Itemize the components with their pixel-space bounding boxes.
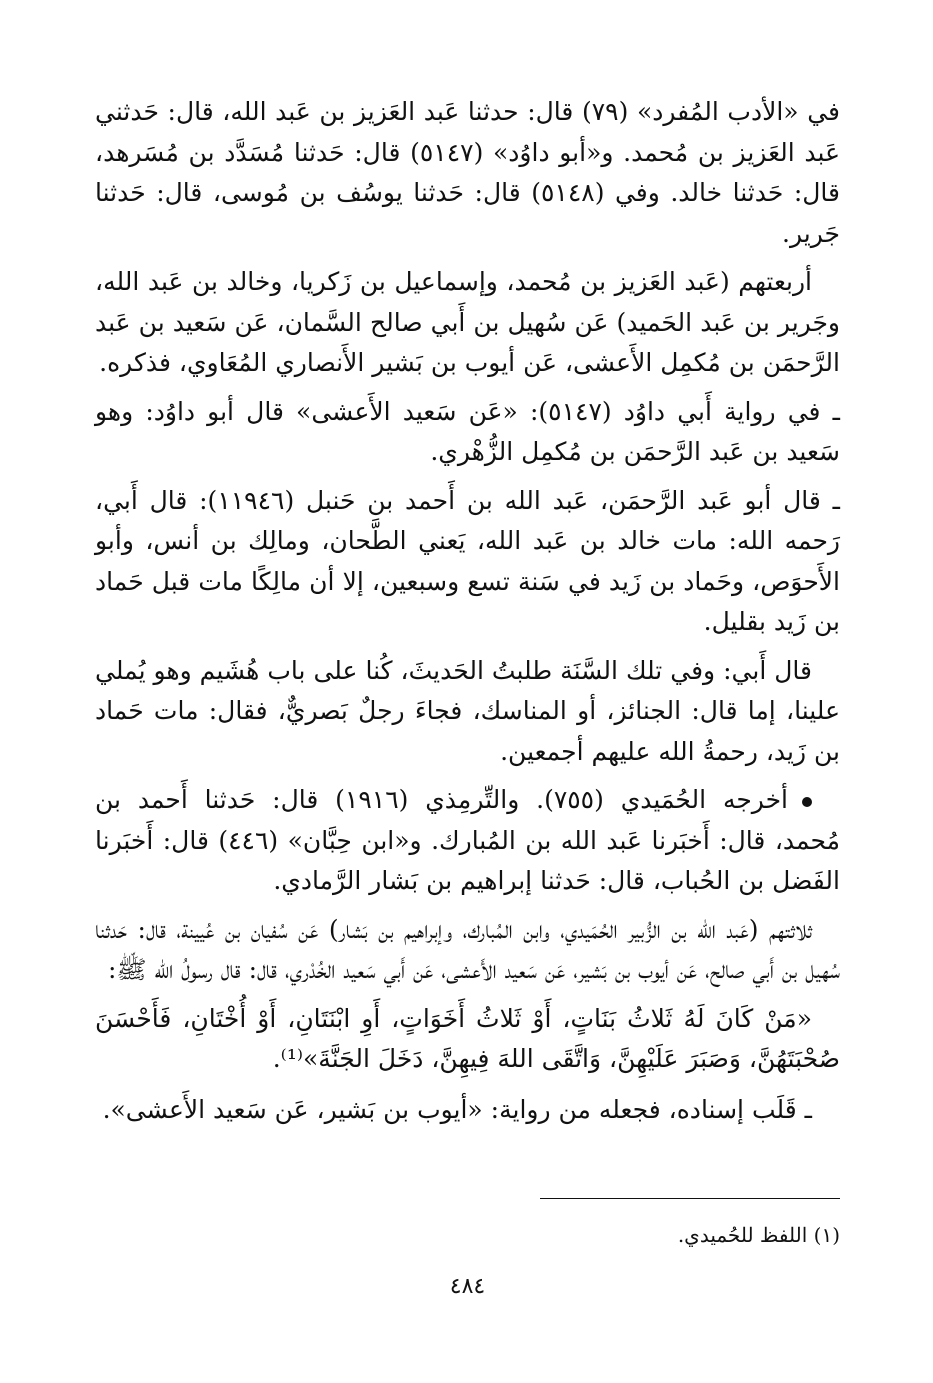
bullet-icon [802,797,812,807]
page-number: ٤٨٤ [449,1274,486,1299]
paragraph-abu-dawud-note: ـ في رواية أَبي داوُد (٥١٤٧): «عَن سَعيد الأَعشى» قال أبو داوُد: وهو سَعيد بن عَبد الرَّحمَن بن مُكمِل الزُّهْري. [95,396,840,466]
paragraph-isnad-four: أربعتهم (عَبد العَزيز بن مُحمد، وإسماعيل بن زَكريا، وخالد بن عَبد الله، وجَرير بن عَبد الحَميد) عَن سُهيل بن أَبي صالح السَّمان، عَن سَعيد بن عَبد الرَّحمَن بن مُكمِل الأَعشى، عَن أيوب بن بَشير الأَنصاري المُعَاوي، فذكره. [95,267,840,377]
paragraph-isnad-three: ثلاثتهم (عَبد الله بن الزُّبير الحُمَيدي، وابن المُبارك، وإبراهيم بن بَشار) عَن سُفيان بن عُيينة، قال: حَدثنا سُهيل بن أَبي صالح، عَن أيوب بن بَشير، عَن سَعيد الأَعشى، عَن أَبي سَعيد الخُدْري، قال: قال رسولُ الله ﷺ: [95,914,840,984]
page-body [95,92,840,1299]
paragraph-takhrij [95,780,840,902]
footnote: (١) اللفظ للحُميدي. [677,1223,840,1247]
paragraph-abdullah-note: ـ قال أبو عَبد الرَّحمَن، عَبد الله بن أَحمد بن حَنبل (١١٩٤٦): قال أَبي، رَحمه الله: مات خالد بن عَبد الله، يَعني الطَّحان، ومالِك بن أنس، وأبو الأَحوَص، وحَماد بن زَيد في سَنة تسع وسبعين، إلا أن مالِكًا مات قبل حَماد بن زَيد بقليل. [95,485,840,636]
hadith-text: «مَنْ كَانَ لَهُ ثَلاثُ بَنَاتٍ، أَوْ ثَلاثُ أَخَوَاتٍ، أَوِ ابْنَتَانِ، أَوْ أُخْتَانِ، فَأَحْسَنَ صُحْبَتَهُنَّ، وَصَبَرَ عَلَيْهِنَّ، وَاتَّقَى اللهَ فِيهِنَّ، دَخَلَ الجَنَّةَ»⁽¹⁾. [95,1003,840,1073]
paragraph-qalb-note: ـ قَلَب إسناده، فجعله من رواية: «أيوب بن بَشير، عَن سَعيد الأَعشى». [102,1094,812,1124]
footnote-divider [540,1198,840,1199]
paragraph-sources: في «الأدب المُفرد» (٧٩) قال: حدثنا عَبد العَزيز بن عَبد الله، قال: حَدثني عَبد العَزيز بن مُحمد. و«أبو داوُد» (٥١٤٧) قال: حَدثنا مُسَدَّد بن مُسَرهد، قال: حَدثنا خالد. وفي (٥١٤٨) قال: حَدثنا يوسُف بن مُوسى، قال: حَدثنا جَرير. [95,97,840,248]
paragraph-takhrij-text: أخرجه الحُمَيدي (٧٥٥). والتِّرمِذي (١٩١٦) قال: حَدثنا أَحمد بن مُحمد، قال: أَخبَرنا عَبد الله بن المُبارك. و«ابن حِبَّان» (٤٤٦) قال: أَخبَرنا الفَضل بن الحُباب، قال: حَدثنا إبراهيم بن بَشار الرَّمادي. [95,785,840,895]
paragraph-hushaym-note: قال أَبي: وفي تلك السَّنَة طلبتُ الحَديثَ، كُنا على باب هُشَيم وهو يُملي علينا، إما قال: الجنائز، أو المناسك، فجاءَ رجلٌ بَصريٌّ، فقال: مات حَماد بن زَيد، رحمةُ الله عليهم أجمعين. [95,655,840,766]
